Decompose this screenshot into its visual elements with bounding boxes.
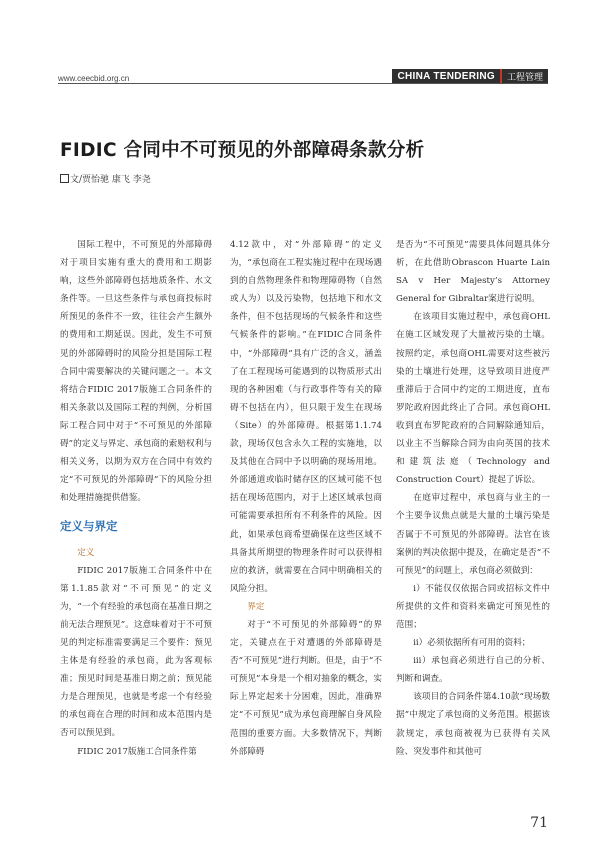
- column-2: [230, 236, 382, 761]
- article-title: FIDIC 合同中不可预见的外部障碍条款分析: [60, 140, 425, 161]
- subsection-heading: 定义: [77, 547, 95, 558]
- column-3: [396, 236, 550, 761]
- byline: [60, 172, 151, 185]
- list-item: ii）必须依据所有可用的资料；: [413, 638, 531, 649]
- brand-section: 工程管理: [506, 71, 543, 82]
- paragraph: 是否为“不可预见”需要具体问题具体分析，在此借助Obrascon Huarte Lain SA v Her Majesty’s Attorney General for Gibraltar案进行说明。: [396, 240, 550, 305]
- list-item: i）不能仅仅依据合同或招标文件中所提供的文件和资料来确定可预见性的范围；: [396, 583, 550, 630]
- header-url: www.ceecbid.org.cn: [58, 74, 130, 83]
- header-brand: [392, 69, 548, 83]
- list-item: iii）承包商必须进行自己的分析、判断和调查。: [396, 656, 550, 685]
- byline-authors: 文/贾怡驰 康飞 李尧: [70, 175, 151, 185]
- paragraph: 4.12款中，对“外部障碍”的定义为，“承包商在工程实施过程中在现场遇到的自然物理条件和物理障碍物（自然或人为）以及污染物，包括地下和水文条件，但不包括现场的气候条件和这些气候条件的影响。”在FIDIC合同条件中，“外部障碍”具有广泛的含义，涵盖了在工程现场可能遇到的以物质形式出现的各种困难（与行政事件等有关的障碍不包括在内），但只限于发生在现场（Site）的外部障碍。根据第1.1.74款，现场仅包含永久工程的实施地，以及其他在合同中予以明确的现场用地。外部通道或临时储存区的区域可能不包括在现场范围内，对于上述区域承包商可能需要承担所有不利条件的风险。因此，如果承包商希望确保在这些区域不具备其所期望的物理条件时可以获得相应的救济，就需要在合同中明确相关的风险分担。: [230, 240, 382, 594]
- paragraph: 对于“不可预见的外部障碍”的界定，关键点在于对遭遇的外部障碍是否“不可预见”进行判断。但是，由于“不可预见”本身是一个相对抽象的概念，实际上界定起来十分困难，因此，准确界定“不可预见”成为承包商理解自身风险范围的重要方面。大多数情况下，判断外部障碍: [230, 619, 382, 757]
- paragraph: 在庭审过程中，承包商与业主的一个主要争议焦点就是大量的土壤污染是否属于不可预见的外部障碍。法官在该案例的判决依据中提及，在确定是否“不可预见”的问题上，承包商必须做到：: [396, 493, 550, 576]
- paragraph: 在该项目实施过程中，承包商OHL在施工区域发现了大量被污染的土壤。按照约定，承包商OHL需要对这些被污染的土壤进行处理，这导致项目进度严重滞后于合同中约定的工期进度，直布罗陀政府因此终止了合同。承包商OHL收到直布罗陀政府的合同解除通知后，以业主不当解除合同为由向英国的技术和建筑法庭（Technology and Construction Court）提起了诉讼。: [396, 312, 550, 486]
- section-heading: 定义与界定: [60, 519, 118, 534]
- paragraph: FIDIC 2017版施工合同条件第: [77, 746, 197, 757]
- subsection-heading: 界定: [247, 601, 265, 612]
- page-number: 71: [530, 815, 548, 831]
- header-divider: [58, 83, 548, 84]
- paragraph: 国际工程中，不可预见的外部障碍对于项目实施有重大的费用和工期影响，这些外部障碍包括地质条件、水文条件等。一旦这些条件与承包商投标时所预见的条件不一致，往往会产生额外的费用和工期延误。因此，发生不可预见的外部障碍时的风险分担是国际工程合同中需要解决的关键问题之一。本文将结合FIDIC 2017版施工合同条件的相关条款以及国际工程的判例，分析国际工程合同中对于“不可预见的外部障碍”的定义与界定、承包商的索赔权利与相关义务，以期为双方在合同中有效约定“不可预见的外部障碍”下的风险分担和处理措施提供借鉴。: [60, 240, 212, 504]
- brand-english: CHINA TENDERING: [397, 70, 495, 82]
- column-1: [60, 236, 212, 761]
- paragraph: FIDIC 2017版施工合同条件中在第1.1.85款对“不可预见”的定义为，“一个有经验的承包商在基准日期之前无法合理预见”。这意味着对于不可预见的判定标准需要满足三个要件：预见主体是有经验的承包商，此为客观标准；预见时间是基准日期之前；预见能力是合理预见，也就是考虑一个有经验的承包商在合理的时间和成本范围内是否可以预见到。: [60, 565, 212, 739]
- byline-box-icon: [60, 174, 69, 183]
- paragraph: 该项目的合同条件第4.10款“现场数据”中规定了承包商的义务范围。根据该款规定，承包商被视为已获得有关风险、突发事件和其他可: [396, 692, 550, 757]
